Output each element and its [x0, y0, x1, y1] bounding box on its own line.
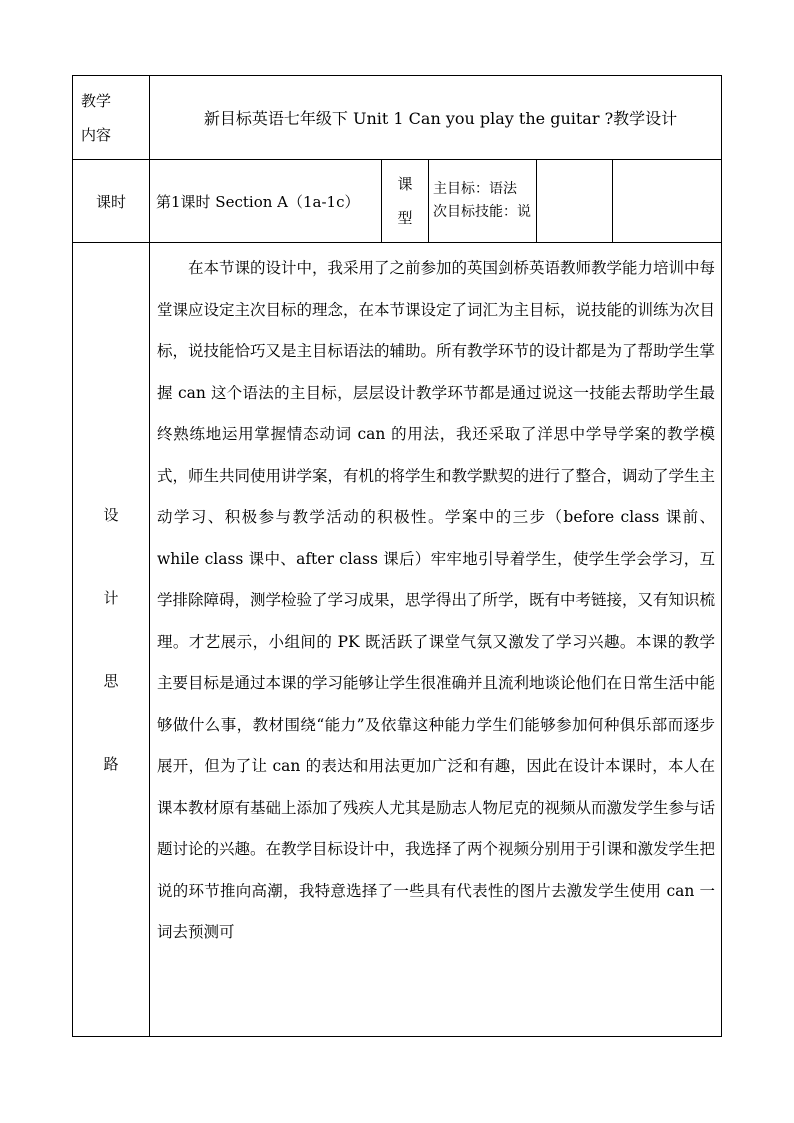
topic-label-cell: [73, 76, 150, 160]
design-label-char: 计: [103, 588, 119, 607]
topic-value: 新目标英语七年级下 Unit 1 Can you play the guitar ?教学设计: [150, 76, 722, 160]
empty-cell-1: [537, 160, 613, 243]
lesson-plan-table: [72, 75, 722, 1037]
goals-cell: [429, 160, 537, 243]
sub-goal: 次目标技能：说: [433, 204, 531, 220]
lesson-type-label-cell: [382, 160, 429, 243]
type-label-line1: 课: [397, 175, 413, 193]
type-label-line2: 型: [397, 209, 413, 227]
main-goal: 主目标：语法: [433, 181, 517, 197]
period-label: 课时: [73, 160, 150, 243]
design-rationale-text: 在本节课的设计中，我采用了之前参加的英国剑桥英语教师教学能力培训中每堂课应设定主次目标的理念，在本节课设定了词汇为主目标，说技能的训练为次目标，说技能恰巧又是主目标语法的辅助。所有教学环节的设计都是为了帮助学生掌握 can 这个语法的主目标，层层设计教学环节都是通过说这一技能去帮助学生最终熟练地运用掌握情态动词 can 的用法，我还采取了洋思中学导学案的教学模式，师生共同使用讲学案，有机的将学生和教学默契的进行了整合，调动了学生主动学习、积极参与教学活动的积极性。学案中的三步（before class 课前、while class 课中、after class 课后）牢牢地引导着学生，使学生学会学习，互学排除障碍，测学检验了学习成果，思学得出了所学，既有中考链接，又有知识梳理。才艺展示，小组间的 PK 既活跃了课堂气氛又激发了学习兴趣。本课的教学主要目标是通过本课的学习能够让学生很准确并且流利地谈论他们在日常生活中能够做什么事，教材围绕“能力”及依靠这种能力学生们能够参加何种俱乐部而逐步展开，但为了让 can 的表达和用法更加广泛和有趣，因此在设计本课时，本人在课本教材原有基础上添加了残疾人尤其是励志人物尼克的视频从而激发学生参与话题讨论的兴趣。在教学目标设计中，我选择了两个视频分别用于引课和激发学生把说的环节推向高潮，我特意选择了一些具有代表性的图片去激发学生使用 can 一词去预测可: [157, 259, 716, 941]
design-label-char: 设: [103, 505, 119, 524]
empty-cell-2: [613, 160, 722, 243]
topic-label-line2: 内容: [81, 125, 112, 144]
topic-label-line1: 教学: [81, 91, 112, 110]
design-label-char: 思: [103, 671, 119, 690]
design-rationale-cell: [150, 243, 722, 1037]
design-label-char: 路: [103, 754, 119, 773]
design-label-cell: [73, 243, 150, 1037]
period-value: 第1课时 Section A（1a-1c）: [150, 160, 382, 243]
